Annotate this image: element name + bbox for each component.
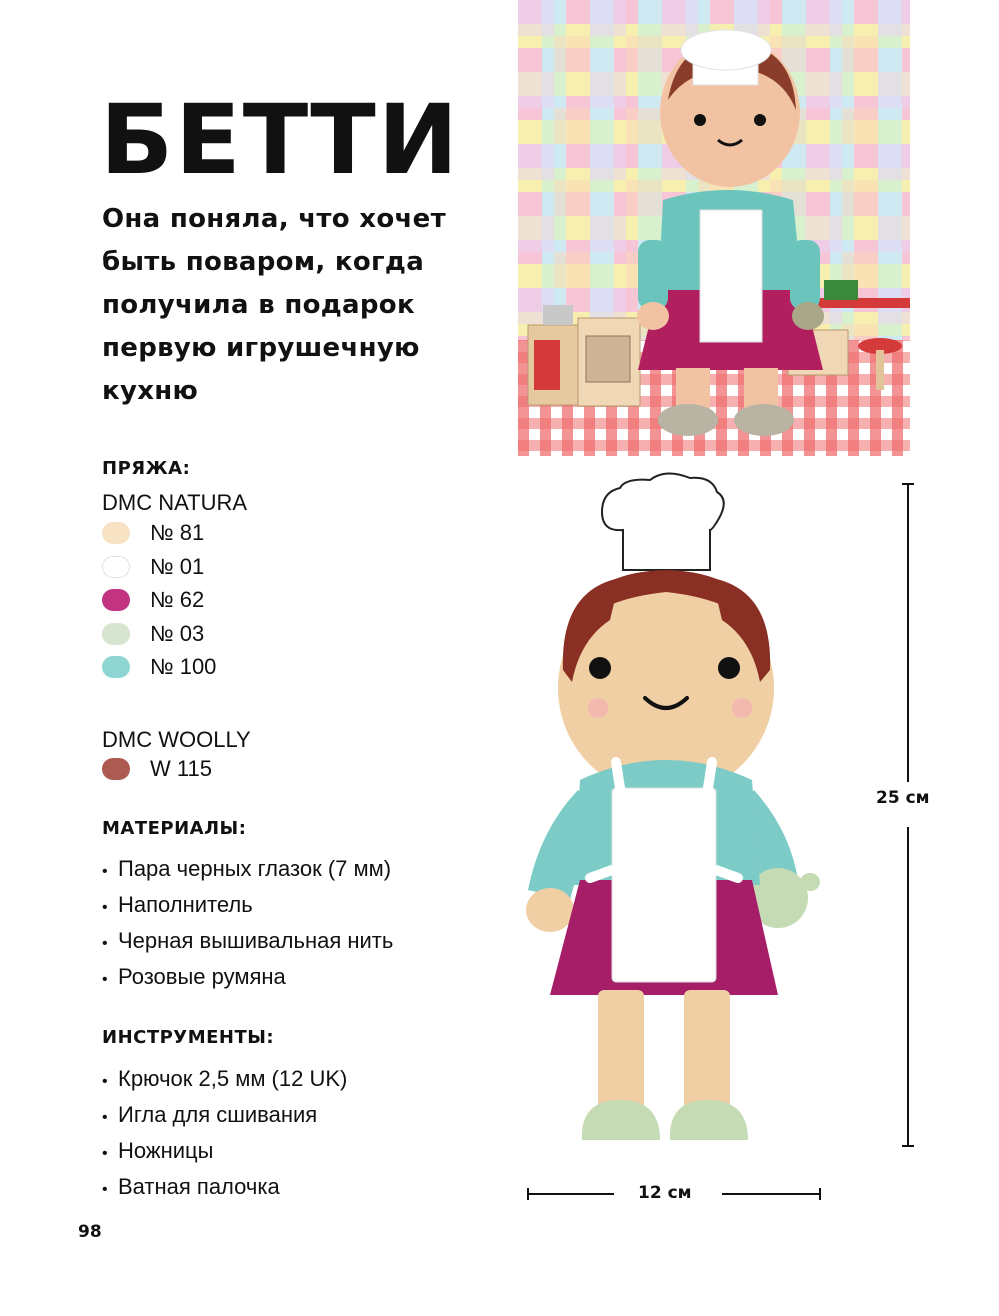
list-item: • Наполнитель xyxy=(102,892,253,917)
yarn-color-item xyxy=(102,619,204,649)
materials-list xyxy=(102,851,393,995)
list-item: • Крючок 2,5 мм (12 UK) xyxy=(102,1066,348,1091)
materials-heading: МАТЕРИАЛЫ: xyxy=(102,818,247,839)
yarn-swatch xyxy=(102,758,130,780)
list-item: • Пара черных глазок (7 мм) xyxy=(102,856,392,881)
subtitle: Она поняла, что хочет быть поваром, когда получила в подарок первую игрушечную кухню xyxy=(102,204,446,406)
yarn-color-label: № 01 xyxy=(150,554,205,579)
yarn-color-item xyxy=(102,518,204,548)
yarn-color-label: № 100 xyxy=(150,654,217,679)
yarn-swatch xyxy=(102,656,130,678)
width-label: 12 см xyxy=(638,1183,692,1203)
list-item: • Розовые румяна xyxy=(102,964,286,989)
yarn-heading: ПРЯЖА: xyxy=(102,458,191,479)
yarn-swatch xyxy=(102,522,130,544)
page-title: БЕТТИ xyxy=(100,84,461,196)
list-item: • Ватная палочка xyxy=(102,1174,280,1199)
doll-illustration xyxy=(520,470,830,1160)
yarn-swatch xyxy=(102,589,130,611)
height-label: 25 см xyxy=(876,788,930,808)
yarn-color-item xyxy=(102,585,204,615)
height-dimension-line xyxy=(900,482,916,1148)
yarn-brand-woolly: DMC WOOLLY xyxy=(102,727,251,752)
yarn-color-item xyxy=(102,754,212,784)
yarn-color-label: № 03 xyxy=(150,621,205,646)
tools-heading: ИНСТРУМЕНТЫ: xyxy=(102,1027,275,1048)
yarn-swatch xyxy=(102,623,130,645)
list-item: • Игла для сшивания xyxy=(102,1102,318,1127)
yarn-brand-natura: DMC NATURA xyxy=(102,490,248,515)
list-item: • Ножницы xyxy=(102,1138,214,1163)
yarn-color-label: № 62 xyxy=(150,587,205,612)
list-item: • Черная вышивальная нить xyxy=(102,928,394,953)
doll-photo xyxy=(518,0,910,456)
page-number: 98 xyxy=(78,1222,102,1242)
yarn-swatch xyxy=(102,556,130,578)
yarn-color-item xyxy=(102,652,216,682)
yarn-color-label: W 115 xyxy=(150,756,212,781)
tools-list xyxy=(102,1061,347,1205)
yarn-color-item xyxy=(102,552,204,582)
yarn-color-label: № 81 xyxy=(150,520,205,545)
